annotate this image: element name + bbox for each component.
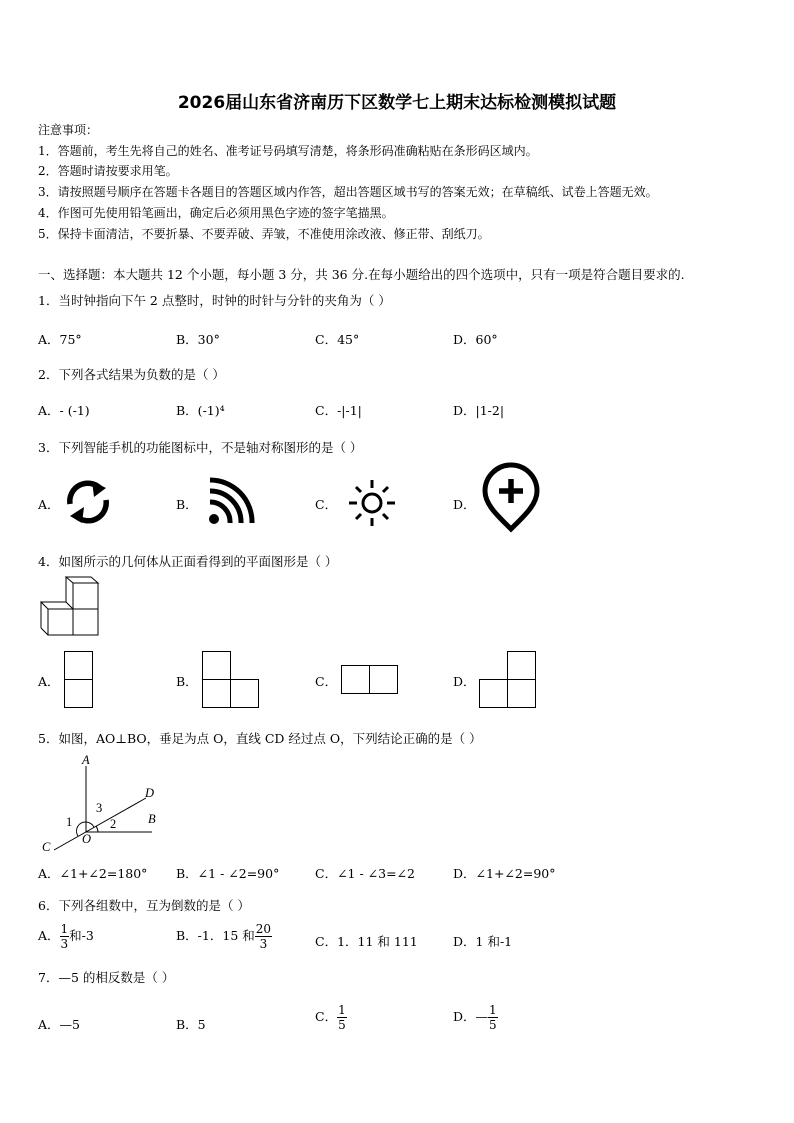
option-d-figure (479, 651, 537, 709)
q5-option-a: A．∠1+∠2=180° (38, 866, 148, 881)
point-label-a: A (82, 753, 90, 767)
angle-label-1: 1 (66, 815, 73, 829)
q2-option-a: A．- (-1) (38, 403, 90, 418)
question-2-stem: 2．下列各式结果为负数的是（ ） (38, 367, 225, 382)
page-title: 2026届山东省济南历下区数学七上期末达标检测模拟试题 (177, 93, 617, 113)
point-label-b: B (148, 812, 156, 826)
q1-option-c: C．45° (315, 332, 360, 347)
q5-option-c: C．∠1 - ∠3=∠2 (315, 866, 415, 881)
note-item: 4．作图可先使用铅笔画出，确定后必须用黑色字迹的签字笔描黑。 (38, 206, 394, 220)
q6-option-a: A． $\frac{1}{3}$ 和-3 (38, 922, 94, 951)
note-item: 3．请按照题号顺序在答题卡各题目的答题区域内作答，超出答题区域书写的答案无效；在草稿纸、试卷上答题无效。 (38, 185, 658, 199)
q7-option-b: B．5 (176, 1017, 206, 1032)
angle-figure (40, 752, 165, 857)
q1-option-b: B．30° (176, 332, 220, 347)
q3-option-d: D． (453, 497, 476, 512)
q6-option-c: C．1．11 和 111 (315, 934, 418, 949)
q5-option-d: D．∠1+∠2=90° (453, 866, 556, 881)
q5-option-b: B．∠1 - ∠2=90° (176, 866, 280, 881)
fraction: $\frac{1}{3}$ (60, 922, 69, 951)
q4-option-d: D． (453, 674, 476, 689)
note-item: 2．答题时请按要求用笔。 (38, 164, 178, 178)
q6-option-d: D．1 和-1 (453, 934, 513, 949)
point-label-c: C (42, 840, 51, 854)
point-label-o: O (82, 832, 92, 846)
note-item: 5．保持卡面清洁，不要折暴、不要弄破、弄皱，不准使用涂改液、修正带、刮纸刀。 (38, 227, 490, 241)
notes-heading: 注意事项： (38, 123, 99, 137)
brightness-sun-icon (347, 478, 397, 528)
solid-figure (40, 577, 102, 639)
angle-label-2: 2 (110, 817, 117, 831)
option-c-figure (341, 665, 399, 695)
q7-option-a: A．—5 (38, 1017, 80, 1032)
q6-option-b: B．-1．15 和 $\frac{20}{3}$ (176, 922, 272, 951)
fraction: $\frac{1}{5}$ (338, 1003, 346, 1032)
q4-option-a: A． (38, 674, 60, 689)
section-heading: 一、选择题：本大题共 12 个小题，每小题 3 分，共 36 分.在每小题给出的四个选项中，只有一项是符合题目要求的. (38, 267, 685, 282)
q7-option-c: C． $\frac{1}{5}$ (315, 1003, 346, 1032)
point-label-d: D (145, 786, 155, 800)
fraction: $\frac{20}{3}$ (255, 922, 272, 951)
q4-option-b: B． (176, 674, 198, 689)
q4-option-c: C． (315, 674, 338, 689)
question-5-stem: 5．如图，AO⊥BO，垂足为点 O，直线 CD 经过点 O，下列结论正确的是（ ） (38, 731, 482, 746)
q2-option-d: D．|1-2| (453, 403, 505, 418)
note-item: 1．答题前，考生先将自己的姓名、准考证号码填写清楚，将条形码准确粘贴在条形码区域内。 (38, 144, 538, 158)
question-7-stem: 7．—5 的相反数是（ ） (38, 970, 175, 985)
question-6-stem: 6．下列各组数中，互为倒数的是（ ） (38, 898, 250, 913)
question-4-stem: 4．如图所示的几何体从正面看得到的平面图形是（ ） (38, 554, 338, 569)
q2-option-b: B．(-1)⁴ (176, 403, 225, 418)
option-a-figure (64, 651, 94, 709)
signal-wifi-icon (207, 478, 255, 526)
fraction: $\frac{1}{5}$ (489, 1003, 497, 1032)
q7-option-d: D．— $\frac{1}{5}$ (453, 1003, 497, 1032)
q3-option-b: B． (176, 497, 198, 512)
location-add-icon (481, 465, 541, 533)
q3-option-c: C． (315, 497, 338, 512)
refresh-icon (62, 478, 114, 526)
q2-option-c: C．-|-1| (315, 403, 362, 418)
q1-option-a: A．75° (38, 332, 82, 347)
question-1-stem: 1．当时钟指向下午 2 点整时，时钟的时针与分针的夹角为（ ） (38, 293, 391, 308)
question-3-stem: 3．下列智能手机的功能图标中，不是轴对称图形的是（ ） (38, 440, 363, 455)
option-b-figure (202, 651, 260, 709)
q3-option-a: A． (38, 497, 60, 512)
q1-option-d: D．60° (453, 332, 498, 347)
angle-label-3: 3 (96, 801, 103, 815)
